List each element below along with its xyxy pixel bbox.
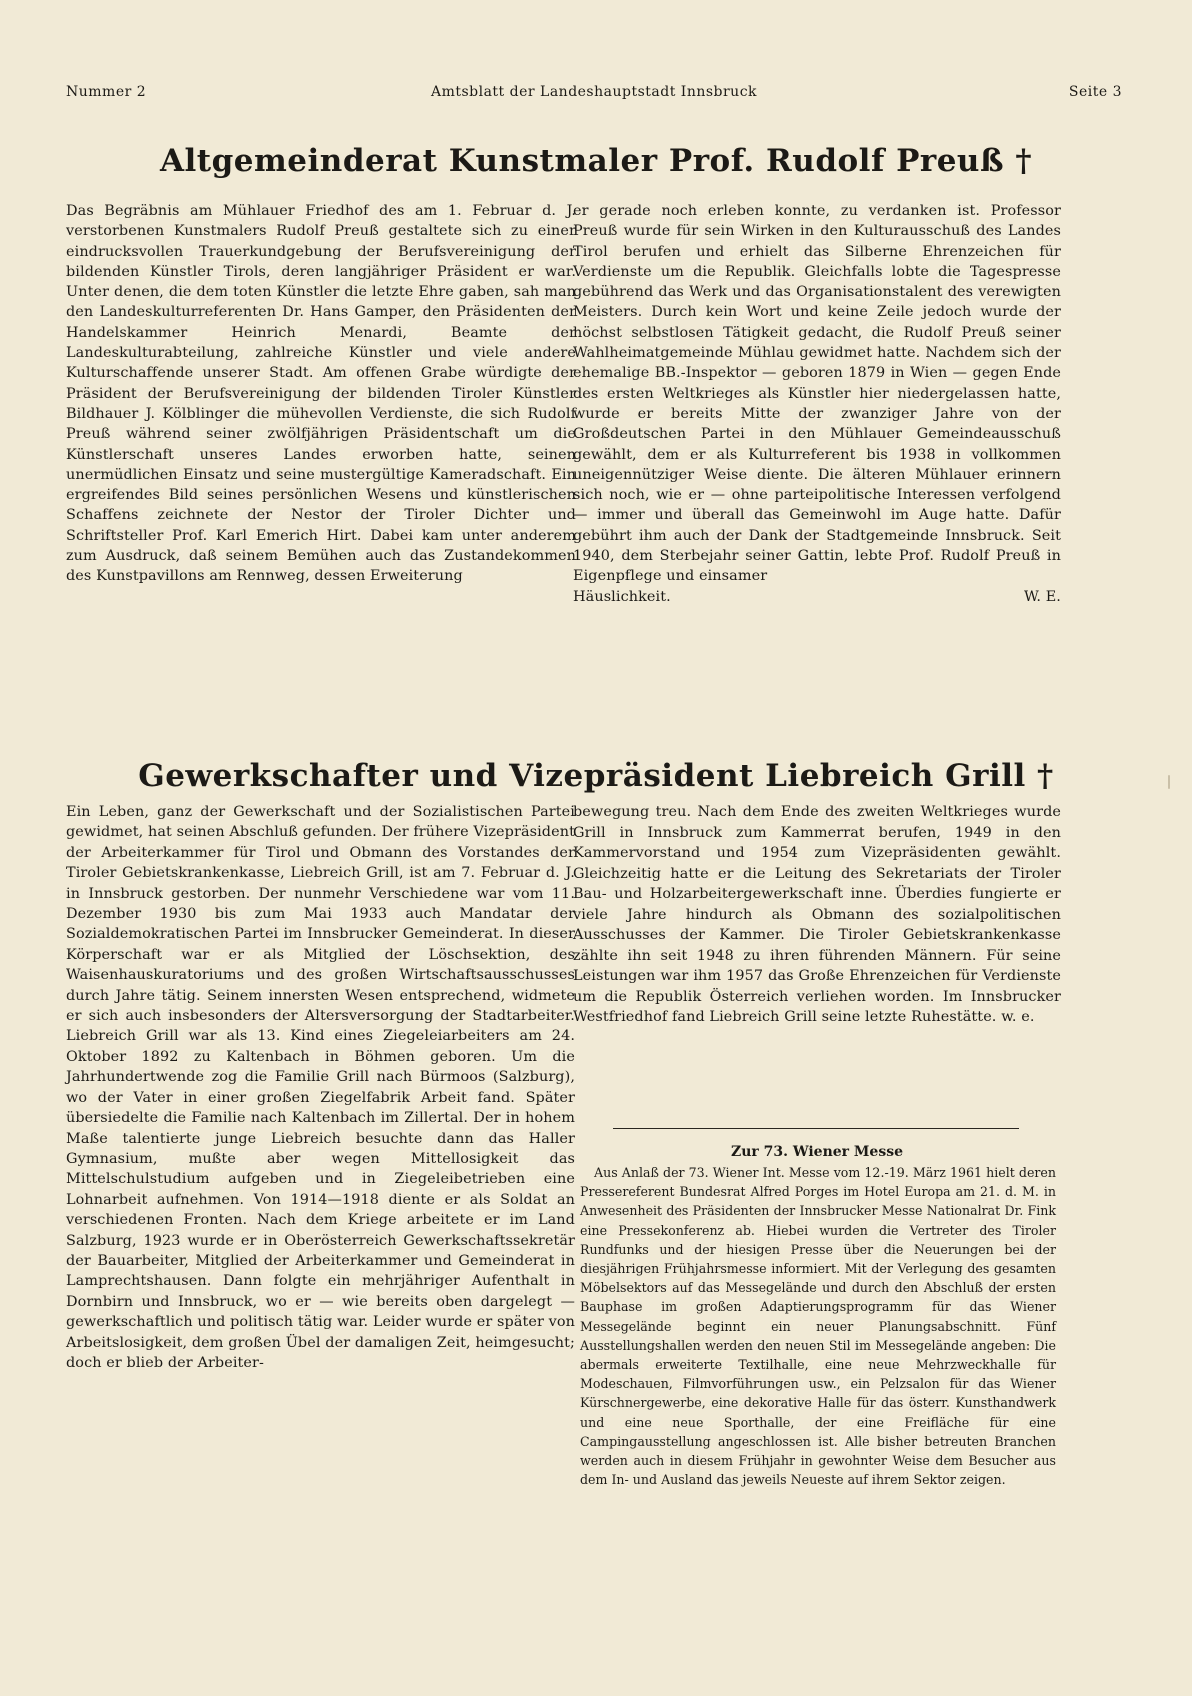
article-2-text-left: Ein Leben, ganz der Gewerkschaft und der Sozialistischen Partei gewidmet, hat seinen Abschluß gefunden. Der frühere Vizepräsident der Arbeiterkammer für Tirol und Obmann des Vorstandes der Tiroler Gebietskrankenkasse, Liebreich Grill, ist am 7. Februar d. J. in Innsbruck gestorben. Der nunmehr Verschiedene war vom 11. Dezember 1930 bis zum Mai 1933 auch Mandatar der Sozialdemokratischen Partei im Innsbrucker Gemeinderat. In dieser Körperschaft war er als Mitglied der Löschsektion, des Waisenhauskuratoriums und des großen Wirtschaftsausschusses durch Jahre tätig. Seinem innersten Wesen entsprechend, widmete er sich auch insbesonders der Altersversorgung der Stadtarbeiter. Liebreich Grill war als 13. Kind eines Ziegeleiarbeiters am 24. Oktober 1892 zu Kaltenbach in Böhmen geboren. Um die Jahrhundertwende zog die Familie Grill nach Bürmoos (Salzburg), wo der Vater in einer großen Ziegelfabrik Arbeit fand. Später übersiedelte die Familie nach Kaltenbach im Zillertal. Der in hohem Maße talentierte junge Liebreich besuchte dann das Haller Gymnasium, mußte aber wegen Mittellosigkeit das Mittelschulstudium aufgeben und in Ziegeleibetrieben eine Lohnarbeit aufnehmen. Von 1914—1918 diente er als Soldat an verschiedenen Fronten. Nach dem Kriege arbeitete er im Land Salzburg, 1923 wurde er in Oberösterreich Gewerkschaftssekretär der Bauarbeiter, Mitglied der Arbeiterkammer und Gemeinderat in Lamprechtshausen. Dann folgte ein mehrjähriger Aufenthalt in Dornbirn und Innsbruck, wo er — wie bereits oben dargelegt — gewerkschaftlich und politisch tätig war. Leider wurde er später von Arbeitslosigkeit, dem großen Übel der damaligen Zeit, heimgesucht; doch er blieb der Arbeiter- <box>66 804 576 1371</box>
article-1-column-right <box>573 201 1061 607</box>
article-1-text-right: er gerade noch erleben konnte, zu verdanken ist. Professor Preuß wurde für sein Wirken in den Kulturausschuß des Landes Tirol berufen und erhielt das Silberne Ehrenzeichen für Verdienste um die Republik. Gleichfalls lobte die Tagespresse gebührend das Werk und das Organisationstalent des verewigten Meisters. Durch kein Wort und keine Zeile jedoch wurde der höchst selbstlosen Tätigkeit gedacht, die Rudolf Preuß seiner Wahlheimatgemeinde Mühlau gewidmet hatte. Nachdem sich der ehemalige BB.-Inspektor — geboren 1879 in Wien — gegen Ende des ersten Weltkrieges als Künstler hier niedergelassen hatte, wurde er bereits Mitte der zwanziger Jahre von der Großdeutschen Partei in den Mühlauer Gemeindeausschuß gewählt, dem er als Kulturreferent bis 1938 in vollkommen uneigennütziger Weise diente. Die älteren Mühlauer erinnern sich noch, wie er — ohne parteipolitische Interessen verfolgend — immer und überall das Gemeinwohl im Auge hatte. Dafür gebührt ihm auch der Dank der Stadtgemeinde Innsbruck. Seit 1940, dem Sterbejahr seiner Gattin, lebte Prof. Rudolf Preuß in Eigenpflege und einsamer <box>573 203 1061 585</box>
section-divider <box>613 1128 1019 1129</box>
article-1-closing <box>573 587 1061 607</box>
article-1-last-word: Häuslichkeit. <box>573 588 671 605</box>
article-2-signature: w. e. <box>1001 1009 1035 1025</box>
page-number: Seite 3 <box>1068 84 1122 100</box>
issue-number: Nummer 2 <box>66 84 147 100</box>
publication-title: Amtsblatt der Landeshauptstadt Innsbruck <box>430 84 758 100</box>
article-1-signature: W. E. <box>1023 588 1061 605</box>
article-2-text-right <box>573 802 1061 1028</box>
scan-mark <box>1168 775 1170 789</box>
page-header <box>66 84 1122 106</box>
article-1-title: Altgemeinderat Kunstmaler Prof. Rudolf Preuß † <box>159 143 1033 179</box>
article-1-text-left: Das Begräbnis am Mühlauer Friedhof des am 1. Februar d. J. verstorbenen Kunstmalers Rudolf Preuß gestaltete sich zu einer eindrucksvollen Trauerkundgebung der Berufsvereinigung der bildenden Künstler Tirols, deren langjähriger Präsident er war. Unter denen, die dem toten Künstler die letzte Ehre gaben, sah man den Landeskulturreferenten Dr. Hans Gamper, den Präsidenten der Handelskammer Heinrich Menardi, Beamte der Landeskulturabteilung, zahlreiche Künstler und viele andere Kulturschaffende unserer Stadt. Am offenen Grabe würdigte der Präsident der Berufsvereinigung der bildenden Tiroler Künstler Bildhauer J. Kölblinger die mühevollen Verdienste, die sich Rudolf Preuß während seiner zwölfjährigen Präsidentschaft um die Künstlerschaft unseres Landes erworben hatte, seinen unermüdlichen Einsatz und seine mustergültige Kameradschaft. Ein ergreifendes Bild seines persönlichen Wesens und künstlerischen Schaffens zeichnete der Nestor der Tiroler Dichter und Schriftsteller Prof. Karl Emerich Hirt. Dabei kam unter anderem zum Ausdruck, daß seinem Bemühen auch das Zustandekommen des Kunstpavillons am Rennweg, dessen Erweiterung <box>66 203 576 585</box>
notice-text: Aus Anlaß der 73. Wiener Int. Messe vom 12.-19. März 1961 hielt deren Pressereferent Bundesrat Alfred Porges im Hotel Europa am 21. d. M. in Anwesenheit des Präsidenten der Innsbrucker Messe Nationalrat Dr. Fink eine Pressekonferenz ab. Hiebei wurden die Vertreter des Tiroler Rundfunks und der hiesigen Presse über die Neuerungen bei der diesjährigen Frühjahrsmesse informiert. Mit der Verlegung des gesamten Möbelsektors auf das Messegelände und durch den Abschluß der ersten Bauphase im großen Adaptierungsprogramm für das Wiener Messegelände beginnt ein neuer Planungsabschnitt. Fünf Ausstellungshallen werden den neuen Stil im Messegelände angeben: Die abermals erweiterte Textilhalle, eine neue Mehrzweckhalle für Modeschauen, Filmvorführungen usw., ein Pelzsalon für das Wiener Kürschnergewerbe, eine dekorative Halle für das österr. Kunsthandwerk und eine neue Sporthalle, der eine Freifläche für eine Campingausstellung angeschlossen ist. Alle bisher betreuten Branchen werden auch in diesem Frühjahr in gewohnter Weise dem Besucher aus dem In- und Ausland das jeweils Neueste auf ihrem Sektor zeigen. <box>580 1165 1056 1488</box>
notice-body <box>580 1163 1056 1489</box>
notice-title: Zur 73. Wiener Messe <box>731 1144 903 1160</box>
article-2-title: Gewerkschafter und Vizepräsident Liebreich Grill † <box>138 758 1054 794</box>
article-2-column-left <box>66 802 575 1373</box>
article-2-body-right: bewegung treu. Nach dem Ende des zweiten Weltkrieges wurde Grill in Innsbruck zum Kammerrat berufen, 1949 in den Kammervorstand und 1954 zum Vizepräsidenten gewählt. Gleichzeitig hatte er die Leitung des Sekretariats der Tiroler Bau- und Holzarbeitergewerkschaft inne. Überdies fungierte er viele Jahre hindurch als Obmann des sozialpolitischen Ausschusses der Kammer. Die Tiroler Gebietskrankenkasse zählte ihn seit 1948 zu ihren führenden Männern. Für seine Leistungen war ihm 1957 das Große Ehrenzeichen für Verdienste um die Republik Österreich verliehen worden. Im Innsbrucker Westfriedhof fand Liebreich Grill seine letzte Ruhestätte. <box>573 804 1061 1025</box>
article-1-column-left <box>66 201 576 587</box>
article-2-column-right <box>573 802 1061 1028</box>
